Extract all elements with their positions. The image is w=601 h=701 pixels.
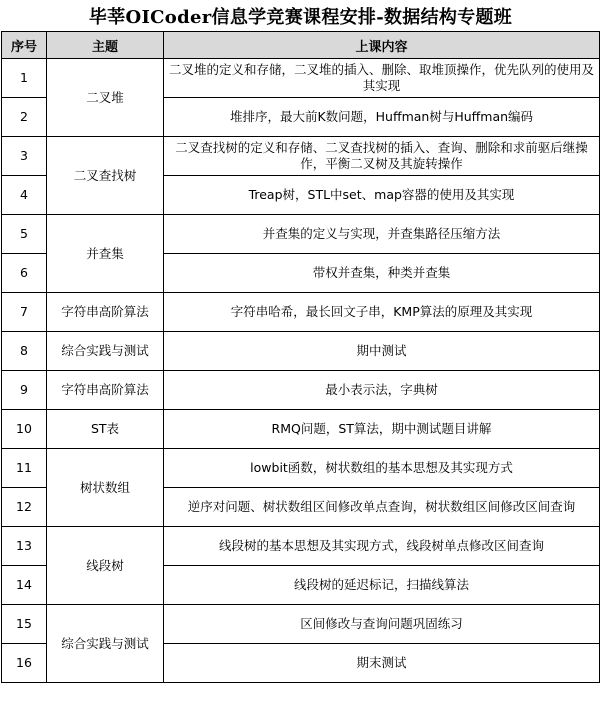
- table-row: [2, 410, 600, 449]
- row-no: 14: [2, 566, 47, 605]
- row-topic: 字符串高阶算法: [47, 371, 164, 410]
- row-content: 并查集的定义与实现，并查集路径压缩方法: [164, 215, 600, 254]
- row-topic: 树状数组: [47, 449, 164, 527]
- table-row: [2, 449, 600, 488]
- row-content: Treap树，STL中set、map容器的使用及其实现: [164, 176, 600, 215]
- table-row: [2, 137, 600, 176]
- row-content: lowbit函数，树状数组的基本思想及其实现方式: [164, 449, 600, 488]
- row-no: 10: [2, 410, 47, 449]
- row-no: 8: [2, 332, 47, 371]
- header-row: [2, 32, 600, 59]
- row-topic: 并查集: [47, 215, 164, 293]
- header-topic: 主题: [47, 32, 164, 59]
- row-topic: 二叉堆: [47, 59, 164, 137]
- row-no: 16: [2, 644, 47, 683]
- row-content: 字符串哈希，最长回文子串，KMP算法的原理及其实现: [164, 293, 600, 332]
- row-no: 12: [2, 488, 47, 527]
- table-row: [2, 605, 600, 644]
- row-content: 逆序对问题、树状数组区间修改单点查询，树状数组区间修改区间查询: [164, 488, 600, 527]
- row-topic: 二叉查找树: [47, 137, 164, 215]
- row-content: 二叉查找树的定义和存储、二叉查找树的插入、查询、删除和求前驱后继操作，平衡二叉树及其旋转操作: [164, 137, 600, 176]
- row-content: 期末测试: [164, 644, 600, 683]
- page-title: 毕莘OICoder信息学竞赛课程安排-数据结构专题班: [88, 7, 513, 28]
- row-content: 堆排序，最大前K数问题，Huffman树与Huffman编码: [164, 98, 600, 137]
- row-content: 二叉堆的定义和存储，二叉堆的插入、删除、取堆顶操作，优先队列的使用及其实现: [164, 59, 600, 98]
- row-no: 13: [2, 527, 47, 566]
- row-topic: 线段树: [47, 527, 164, 605]
- header-content: 上课内容: [164, 32, 600, 59]
- row-content: 带权并查集，种类并查集: [164, 254, 600, 293]
- row-topic: 字符串高阶算法: [47, 293, 164, 332]
- table-row: [2, 215, 600, 254]
- schedule-table: [1, 31, 600, 683]
- row-no: 4: [2, 176, 47, 215]
- row-topic: 综合实践与测试: [47, 605, 164, 683]
- table-row: [2, 59, 600, 98]
- row-no: 3: [2, 137, 47, 176]
- row-no: 7: [2, 293, 47, 332]
- row-topic: ST表: [47, 410, 164, 449]
- row-topic: 综合实践与测试: [47, 332, 164, 371]
- row-no: 15: [2, 605, 47, 644]
- row-no: 6: [2, 254, 47, 293]
- table-row: [2, 332, 600, 371]
- row-no: 9: [2, 371, 47, 410]
- row-no: 5: [2, 215, 47, 254]
- row-no: 11: [2, 449, 47, 488]
- row-no: 2: [2, 98, 47, 137]
- table-row: [2, 293, 600, 332]
- row-content: 线段树的基本思想及其实现方式，线段树单点修改区间查询: [164, 527, 600, 566]
- row-content: 最小表示法，字典树: [164, 371, 600, 410]
- table-row: [2, 527, 600, 566]
- row-content: 区间修改与查询问题巩固练习: [164, 605, 600, 644]
- row-content: RMQ问题，ST算法，期中测试题目讲解: [164, 410, 600, 449]
- header-no: 序号: [2, 32, 47, 59]
- row-content: 线段树的延迟标记，扫描线算法: [164, 566, 600, 605]
- row-content: 期中测试: [164, 332, 600, 371]
- row-no: 1: [2, 59, 47, 98]
- table-row: [2, 371, 600, 410]
